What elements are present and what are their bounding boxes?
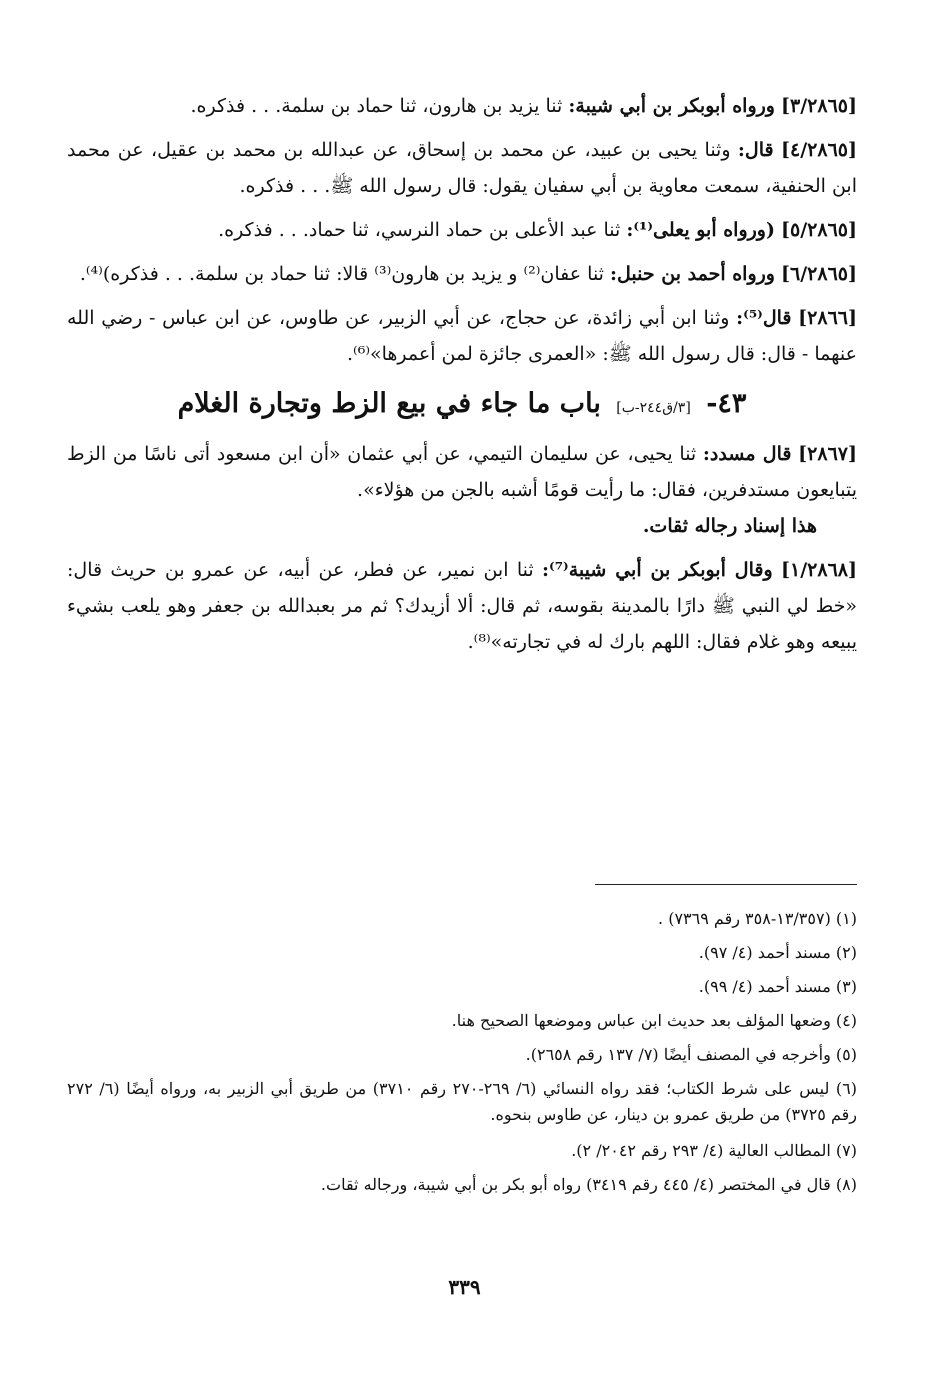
footnote-separator bbox=[595, 884, 857, 885]
hadith-paragraph bbox=[67, 88, 857, 124]
footnote: (٨) قال في المختصر (٤/ ٤٤٥ رقم ٣٤١٩) رواه أبو بكر بن أبي شيبة، ورجاله ثقات. bbox=[320, 1175, 857, 1194]
hadith-paragraph bbox=[67, 300, 857, 372]
isnad-note: هذا إسناد رجاله ثقات. bbox=[642, 515, 817, 537]
chapter-heading bbox=[67, 384, 857, 428]
footnote: (١) (١٣/٣٥٧-٣٥٨ رقم ٧٣٦٩) . bbox=[658, 909, 857, 928]
hadith-text: وثنا ابن أبي زائدة، عن حجاج، عن أبي الزبير، عن طاوس، عن ابن عباس - رضي الله عنهما - قال: قال رسول الله ﷺ: «العمرى جائزة لمن أعمرها»⁽⁶⁾. bbox=[67, 307, 857, 365]
hadith-text: ثنا عبد الأعلى بن حماد النرسي، ثنا حماد. . . فذكره. bbox=[218, 219, 621, 241]
hadith-paragraph bbox=[67, 552, 857, 660]
hadith-number: [٢٨٦٦] bbox=[798, 307, 857, 329]
footnote: (٥) وأخرجه في المصنف أيضًا (٧/ ١٣٧ رقم ٢٦٥٨). bbox=[525, 1045, 857, 1064]
page-number: ٣٣٩ bbox=[448, 1275, 481, 1299]
footnotes bbox=[67, 902, 857, 1202]
hadith-number: [٣/٢٨٦٥] bbox=[781, 95, 857, 117]
hadith-number: [١/٢٨٦٨] bbox=[781, 559, 857, 581]
hadith-number: [٢٨٦٧] bbox=[798, 443, 857, 465]
hadith-lead: (ورواه أبو يعلى⁽¹⁾: bbox=[626, 219, 775, 241]
hadith-text: وثنا يحيى بن عبيد، عن محمد بن إسحاق، عن عبدالله بن محمد بن عقيل، عن محمد ابن الحنفية، سمعت معاوية بن أبي سفيان يقول: قال رسول الله ﷺ. . . فذكره. bbox=[67, 139, 857, 197]
hadith-paragraph bbox=[67, 132, 857, 204]
hadith-lead: ورواه أحمد بن حنبل: bbox=[610, 263, 775, 285]
hadith-paragraph bbox=[67, 256, 857, 292]
footnote: (٦) ليس على شرط الكتاب؛ فقد رواه النسائي (٦/ ٢٦٩-٢٧٠ رقم ٣٧١٠) من طريق أبي الزبير به، ورواه أيضًا (٦/ ٢٧٢ رقم ٣٧٢٥) من طريق عمرو بن دينار، عن طاوس بنحوه. bbox=[67, 1079, 858, 1124]
hadith-lead: قال: bbox=[737, 139, 774, 161]
hadith-text: ثنا ابن نمير، عن فطر، عن أبيه، عن عمرو بن حريث قال: «خط لي النبي ﷺ دارًا بالمدينة بقوسه، ثم قال: ألا أزيدك؟ ثم مر بعبدالله بن جعفر وهو يلعب بشيء يبيعه وهو غلام فقال: اللهم بارك له في تجارته»⁽⁸⁾. bbox=[67, 559, 857, 653]
manuscript-reference: [٣/ق٢٤٤-ب] bbox=[616, 400, 691, 416]
chapter-number: ٤٣- bbox=[706, 388, 747, 419]
hadith-number: [٤/٢٨٦٥] bbox=[781, 139, 857, 161]
hadith-text: ثنا عفان⁽²⁾ و يزيد بن هارون⁽³⁾ قالا: ثنا حماد بن سلمة. . . فذكره)⁽⁴⁾. bbox=[79, 263, 604, 285]
hadith-number: [٥/٢٨٦٥] bbox=[781, 219, 857, 241]
footnote: (٢) مسند أحمد (٤/ ٩٧). bbox=[698, 943, 857, 962]
hadith-lead: ورواه أبوبكر بن أبي شيبة: bbox=[568, 95, 775, 117]
main-text bbox=[67, 88, 857, 660]
chapter-title: باب ما جاء في بيع الزط وتجارة الغلام bbox=[177, 388, 601, 419]
footnote: (٤) وضعها المؤلف بعد حديث ابن عباس وموضعها الصحيح هنا. bbox=[451, 1011, 857, 1030]
hadith-text: ثنا يزيد بن هارون، ثنا حماد بن سلمة. . . فذكره. bbox=[190, 95, 563, 117]
footnote: (٧) المطالب العالية (٤/ ٢٩٣ رقم ٢٠٤٢/ ٢). bbox=[571, 1141, 857, 1160]
hadith-text: ثنا يحيى، عن سليمان التيمي، عن أبي عثمان «أن ابن مسعود أتى ناسًا من الزط يتبايعون مستدفرين، فقال: ما رأيت قومًا أشبه بالجن من هؤلاء». bbox=[67, 443, 857, 501]
hadith-lead: قال⁽⁵⁾: bbox=[736, 307, 792, 329]
hadith-lead: قال مسدد: bbox=[702, 443, 792, 465]
hadith-paragraph bbox=[67, 436, 857, 508]
hadith-number: [٦/٢٨٦٥] bbox=[781, 263, 857, 285]
hadith-paragraph bbox=[67, 212, 857, 248]
hadith-lead: وقال أبوبكر بن أبي شيبة⁽⁷⁾: bbox=[542, 559, 773, 581]
footnote: (٣) مسند أحمد (٤/ ٩٩). bbox=[698, 977, 857, 996]
